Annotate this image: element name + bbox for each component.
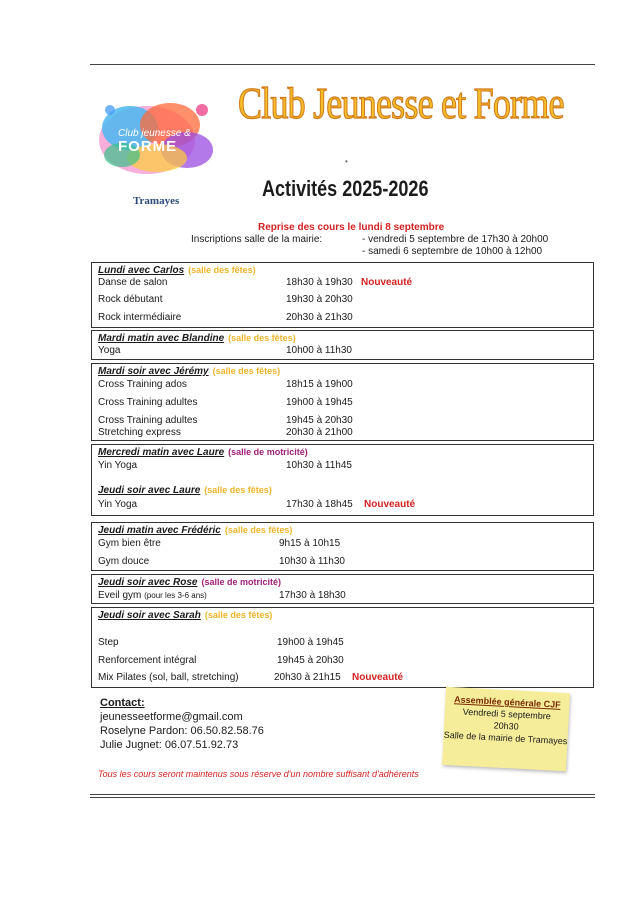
activity-time: 19h00 à 19h45 [277,637,344,648]
activity-row [98,345,588,357]
note-line-2: 20h30 [493,720,519,732]
section-header [98,333,296,344]
section-salle: (salle des fêtes) [212,366,281,376]
activity-time: 10h30 à 11h30 [279,556,345,567]
section-header [98,525,292,536]
inscription-date-2: - samedi 6 septembre de 10h00 à 12h00 [362,246,543,257]
top-rule [90,64,595,65]
section-header [98,610,272,621]
activity-time: 9h15 à 10h15 [279,538,341,549]
section-title: Jeudi soir avec Sarah [98,610,201,621]
section-title: Mardi soir avec Jérémy [98,366,209,377]
activity-time: 18h30 à 19h30 [286,277,353,288]
activity-time: 19h30 à 20h30 [286,294,353,305]
activity-name: Rock intermédiaire [98,312,182,323]
activity-time: 17h30 à 18h30 [279,590,346,601]
activity-row [98,499,588,511]
logo-line2: FORME [118,138,178,155]
activity-time: 20h30 à 21h00 [286,427,353,438]
section-salle: (salle des fêtes) [204,485,272,495]
activity-name: Step [98,637,119,648]
decorative-dot: • [345,157,348,166]
note-line-3: Salle de la mairie de Tramayes [443,729,568,747]
section-header [98,485,272,496]
activity-name: Cross Training ados [98,379,187,390]
contact-phone-2: Julie Jugnet: 06.07.51.92.73 [100,739,239,751]
activity-row [98,312,588,324]
contact-email[interactable]: jeunesseetforme@gmail.com [100,711,243,723]
section-salle: (salle de motricité) [228,447,308,457]
section-mardi-matin [91,330,594,360]
activity-row [98,637,588,649]
activity-row [98,655,588,667]
bottom-rule [90,794,595,795]
section-title: Jeudi soir avec Rose [98,577,198,588]
bottom-rule-2 [90,797,595,798]
activity-name: Yin Yoga [98,460,138,471]
activity-name: Cross Training adultes [98,415,198,426]
activity-name: Rock débutant [98,294,163,305]
section-title: Jeudi matin avec Frédéric [98,525,221,536]
section-header [98,265,256,276]
activity-name: Gym douce [98,556,150,567]
footnote: Tous les cours seront maintenus sous réserve d'un nombre suffisant d'adhérents [98,769,419,779]
activity-time: 10h30 à 11h45 [286,460,352,471]
activity-age-note: (pour les 3-6 ans) [144,591,207,600]
inscription-date-1: - vendredi 5 septembre de 17h30 à 20h00 [362,234,549,245]
activity-time: 17h30 à 18h45 [286,499,353,510]
section-mardi-soir [91,363,594,441]
activity-row [98,277,588,289]
contact-label: Contact: [100,697,145,709]
inscriptions-label: Inscriptions salle de la mairie: [191,234,323,245]
activity-time: 19h00 à 19h45 [286,397,353,408]
activity-name: Danse de salon [98,277,168,288]
activity-name [98,590,207,601]
activity-row [98,672,588,684]
section-laure [91,444,594,516]
activity-row [98,590,588,602]
activity-time: 18h15 à 19h00 [286,379,353,390]
activity-name: Yin Yoga [98,499,138,510]
section-salle: (salle des fêtes) [188,265,256,275]
section-title: Mardi matin avec Blandine [98,333,225,344]
nouveaute-badge: Nouveauté [352,672,404,683]
section-header [98,366,280,377]
contact-block [100,696,264,752]
note-line-1: Vendredi 5 septembre [462,706,552,722]
location-label: Tramayes [133,195,180,207]
activity-name: Mix Pilates (sol, ball, stretching) [98,672,239,683]
logo-line1: Club jeunesse & [118,128,191,139]
activity-time: 19h45 à 20h30 [277,655,344,666]
section-lundi [91,262,594,328]
section-salle: (salle des fêtes) [224,525,293,535]
inscription-dates [362,234,548,258]
reprise-text: Reprise des cours le lundi 8 septembre [258,222,445,233]
activity-name: Renforcement intégral [98,655,197,666]
section-salle: (salle de motricité) [201,577,282,587]
page-subtitle: Activités 2025-2026 [262,176,429,201]
activity-row [98,556,588,568]
section-jeudi-matin [91,522,594,571]
nouveaute-badge: Nouveauté [364,499,416,510]
activity-row [98,538,588,550]
activity-row [98,397,588,409]
activity-name-text: Eveil gym [98,590,142,601]
activity-name: Stretching express [98,427,181,438]
activity-row [98,460,588,472]
activity-time: 20h30 à 21h15 [274,672,341,683]
sticky-note [442,687,570,771]
contact-phone-1: Roselyne Pardon: 06.50.82.58.76 [100,725,264,737]
page-title: Club Jeunesse et Forme [238,79,564,128]
section-header [98,577,281,588]
section-title: Lundi avec Carlos [98,265,185,276]
activity-row [98,427,588,439]
section-title: Jeudi soir avec Laure [98,485,201,496]
note-title: Assemblée générale CJF [453,694,561,710]
section-salle: (salle des fêtes) [228,333,296,343]
section-title: Mercredi matin avec Laure [98,447,225,458]
activity-time: 10h00 à 11h30 [286,345,352,356]
section-salle: (salle des fêtes) [204,610,273,620]
activity-name: Yoga [98,345,121,356]
activity-time: 19h45 à 20h30 [286,415,353,426]
section-header [98,447,308,458]
activity-name: Gym bien être [98,538,161,549]
activity-row [98,379,588,391]
activity-row [98,294,588,306]
activity-time: 20h30 à 21h30 [286,312,353,323]
nouveaute-badge: Nouveauté [361,277,413,288]
section-jeudi-rose [91,574,594,604]
section-jeudi-sarah [91,607,594,688]
activity-name: Cross Training adultes [98,397,198,408]
activity-row [98,415,588,427]
